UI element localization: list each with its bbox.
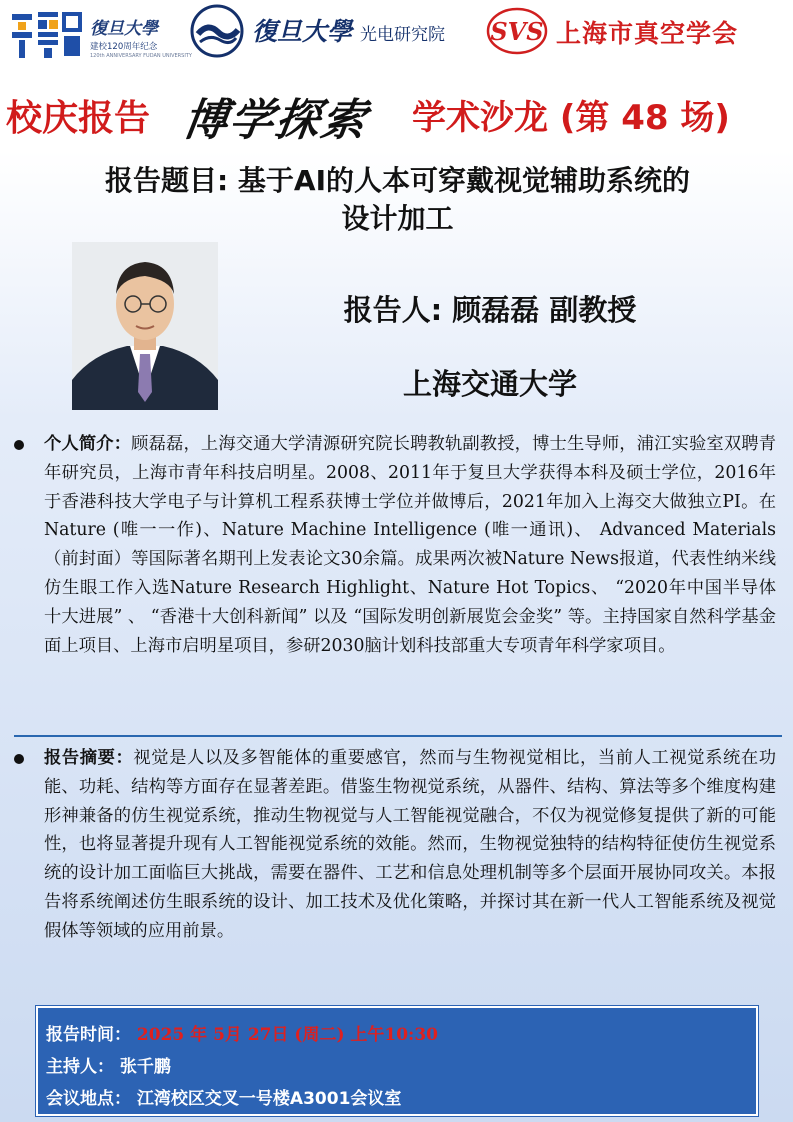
fudan-institute-name: 光电研究院: [360, 25, 445, 45]
event-host-label: 主持人：: [46, 1057, 114, 1077]
speaker-affiliation: 上海交通大学: [402, 367, 577, 401]
svs-logo-mark: SVS: [490, 17, 544, 46]
abstract-text: 视觉是人以及多智能体的重要感官，然而与生物视觉相比，当前人工视觉系统在功能、功耗、结构等方面存在显著差距。借鉴生物视觉系统，从器件、结构、算法等多个维度构建形神兼备的仿生视觉系统，推动生物视觉与人工智能视觉融合，不仅为视觉修复提供了新的可能性，也将显著提升现有人工智能视觉系统的效能。然而，生物视觉独特的结构特征使仿生视觉系统的设计加工面临巨大挑战，需要在器件、工艺和信息处理机制等多个层面开展协同攻关。本报告将系统阐述仿生眼系统的设计、加工技术及优化策略，并探讨其在新一代人工智能系统及视觉假体等领域的应用前景。: [44, 748, 776, 941]
fudan-seal-icon: [190, 4, 244, 58]
banner-calligraphy: 博学探索: [179, 95, 371, 146]
event-info-box: [36, 1006, 758, 1116]
event-time-value: 2025 年 5月 27日 (周二) 上午10:30: [136, 1025, 438, 1045]
anniversary-logo-name: 復旦大學: [90, 19, 158, 39]
bio-section: [14, 430, 784, 730]
abstract-label: 报告摘要：: [44, 748, 134, 768]
bio-label: 个人简介：: [44, 434, 132, 454]
anniversary-logo-subtitle: 建校120周年纪念: [90, 42, 158, 52]
abstract-section: [14, 744, 784, 1004]
abstract-paragraph: [44, 744, 776, 946]
title-banner: [0, 82, 793, 146]
banner-right-title: 学术沙龙 (第 48 场): [412, 98, 730, 138]
banner-left-title: 校庆报告: [6, 98, 151, 139]
bio-text: 顾磊磊，上海交通大学清源研究院长聘教轨副教授，博士生导师，浦江实验室双聘青年研究员，上海市青年科技启明星。2008、2011年于复旦大学获得本科及硕士学位，2016年于香港科技大学电子与计算机工程系获博士学位并做博后，2021年加入上海交大做独立PI。在Nature (唯一一作)、Nature Machine Intelligence (唯一通讯)、 Advanced Materials（前封面）等国际著名期刊上发表论文30余篇。成果两次被Nature News报道，代表性纳米线仿生眼工作入选Nature Research Highlight、Nature Hot Topics、 “2020年中国半导体十大进展” 、 “香港十大创科新闻” 以及 “国际发明创新展览会金奖” 等。主持国家自然科学基金面上项目、上海市启明星项目，参研2030脑计划科技部重大专项青年科学家项目。: [44, 434, 776, 656]
event-time-row: [46, 1020, 438, 1045]
talk-title-line1: 报告题目: 基于AI的人本可穿戴视觉辅助系统的: [104, 164, 691, 197]
fudan-logo-name: 復旦大學: [252, 17, 353, 46]
anniversary-logo-subtitle-en: 120th ANNIVERSARY FUDAN UNIVERSITY: [90, 53, 192, 59]
talk-title-line2: 设计加工: [341, 202, 454, 235]
bio-paragraph: [44, 430, 776, 660]
speaker-photo: [72, 242, 218, 410]
event-venue-label: 会议地点：: [46, 1089, 131, 1109]
svs-logo-name: 上海市真空学会: [556, 19, 739, 48]
event-time-label: 报告时间：: [46, 1025, 131, 1045]
logo-bar: [0, 0, 793, 80]
talk-title: [20, 162, 775, 238]
event-host-row: [46, 1052, 171, 1077]
speaker-name: 报告人: 顾磊磊 副教授: [343, 293, 637, 327]
event-venue-value: 江湾校区交叉一号楼A3001会议室: [136, 1089, 402, 1109]
bullet-icon: [14, 754, 24, 764]
speaker-portrait-icon: [72, 242, 218, 410]
section-divider: [14, 735, 782, 737]
bullet-icon: [14, 440, 24, 450]
event-host-value: 张千鹏: [119, 1057, 171, 1077]
svs-logo-icon: [486, 6, 548, 56]
anniversary-emblem-icon: [10, 8, 84, 60]
anniversary-logo: [6, 6, 192, 66]
event-venue-row: [46, 1084, 401, 1109]
